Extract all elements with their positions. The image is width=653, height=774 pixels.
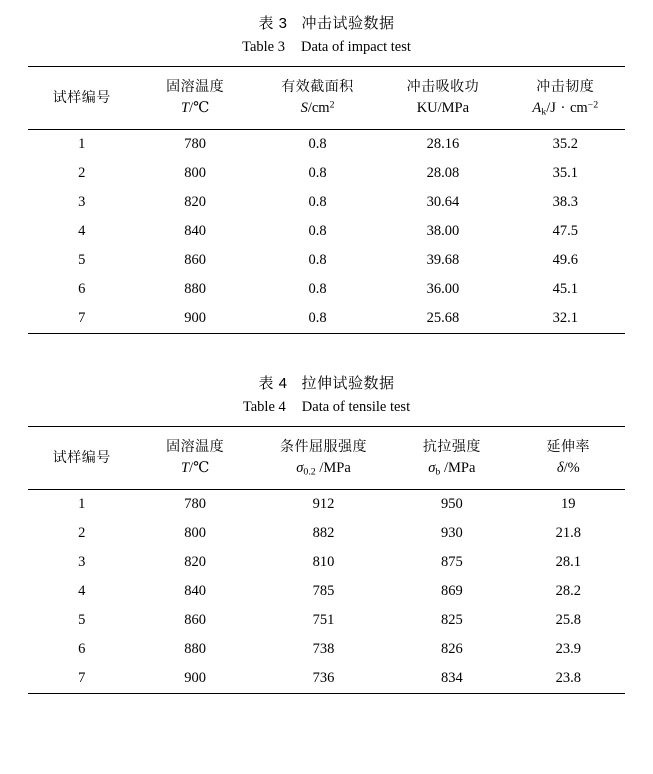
table-row <box>28 275 625 304</box>
cell-impact-toughness: 35.2 <box>506 129 625 159</box>
table3-caption-cn <box>28 0 625 35</box>
cell-sample-no: 7 <box>28 304 135 334</box>
cell-yield-strength: 785 <box>312 582 335 599</box>
table-row <box>28 159 625 188</box>
cell-solution-temp: 800 <box>184 164 207 181</box>
cell-solution-temp: 880 <box>184 280 207 297</box>
table-row <box>28 548 625 577</box>
column-header-elongation-text: 延伸率 <box>546 438 591 455</box>
cell-tensile-strength: 930 <box>440 524 463 541</box>
cell-elongation: 23.9 <box>555 640 581 657</box>
column-header-tensile-strength-text: 抗拉强度 <box>422 437 481 454</box>
table-row <box>28 635 625 664</box>
cell-sample-no: 7 <box>28 664 135 694</box>
table3-caption-en <box>28 35 625 66</box>
cell-impact-toughness: 47.5 <box>552 222 578 239</box>
table-row <box>28 188 625 217</box>
table-row <box>28 217 625 246</box>
cell-sample-no: 1 <box>28 489 135 519</box>
cell-solution-temp: 900 <box>135 664 254 694</box>
cell-solution-temp: 800 <box>184 524 207 541</box>
cell-effective-area: 0.8 <box>255 129 380 159</box>
cell-sample-no: 4 <box>78 582 86 599</box>
cell-impact-energy: 28.08 <box>426 164 460 181</box>
tensile-test-table <box>28 426 625 694</box>
cell-sample-no: 3 <box>78 193 86 210</box>
cell-impact-energy: 36.00 <box>426 280 460 297</box>
cell-yield-strength: 738 <box>312 640 335 657</box>
table-row <box>28 519 625 548</box>
column-header-solution-temp-text: 固溶温度 <box>166 438 225 455</box>
cell-impact-toughness: 32.1 <box>506 304 625 334</box>
table-row <box>28 606 625 635</box>
table3-caption-en-label: Table 3 <box>242 39 285 55</box>
column-header-solution-temp <box>135 426 254 489</box>
cell-impact-toughness: 49.6 <box>552 251 578 268</box>
cell-elongation: 21.8 <box>555 524 581 541</box>
table3-caption-en-title: Data of impact test <box>300 39 411 55</box>
column-header-sample-no <box>28 426 135 489</box>
table4-caption-en-label: Table 4 <box>242 398 286 415</box>
table-block-tensile <box>28 360 625 694</box>
table3-caption-cn-title: 冲击试验数据 <box>301 15 395 32</box>
cell-tensile-strength: 869 <box>440 582 463 599</box>
cell-sample-no: 4 <box>78 222 86 239</box>
cell-solution-temp: 840 <box>184 222 207 239</box>
column-header-effective-area-text: 有效截面积 <box>281 78 354 95</box>
column-header-effective-area <box>255 67 380 130</box>
cell-impact-toughness: 45.1 <box>552 280 578 297</box>
column-header-solution-temp-unit: T/℃ <box>180 460 210 477</box>
column-header-impact-energy <box>380 67 505 130</box>
cell-yield-strength: 736 <box>255 664 392 694</box>
cell-sample-no: 3 <box>78 553 86 570</box>
cell-elongation: 23.8 <box>512 664 625 694</box>
column-header-elongation <box>512 426 625 489</box>
cell-sample-no: 6 <box>78 640 86 657</box>
column-header-tensile-strength <box>392 426 511 489</box>
cell-impact-energy: 38.00 <box>426 222 460 239</box>
table4-caption-cn-label: 表 4 <box>258 374 288 392</box>
column-header-solution-temp-unit: T/℃ <box>180 100 210 117</box>
cell-tensile-strength: 950 <box>392 489 511 519</box>
column-header-sample-no-text: 试样编号 <box>52 448 111 465</box>
cell-impact-toughness: 35.1 <box>552 164 578 181</box>
table-row <box>28 246 625 275</box>
cell-impact-energy: 25.68 <box>380 304 505 334</box>
table4-caption-cn <box>28 360 625 395</box>
column-header-impact-toughness <box>506 67 625 130</box>
column-header-elongation-unit: δ/% <box>556 460 580 477</box>
cell-tensile-strength: 825 <box>440 611 463 628</box>
cell-effective-area: 0.8 <box>308 164 327 181</box>
cell-yield-strength: 810 <box>312 553 335 570</box>
column-header-sample-no-text: 试样编号 <box>52 88 111 105</box>
column-header-solution-temp <box>135 67 254 130</box>
cell-impact-energy: 30.64 <box>426 193 460 210</box>
cell-sample-no: 6 <box>78 280 86 297</box>
column-header-solution-temp-text: 固溶温度 <box>166 78 225 95</box>
cell-solution-temp: 780 <box>135 129 254 159</box>
cell-impact-energy: 28.16 <box>380 129 505 159</box>
cell-tensile-strength: 875 <box>440 553 463 570</box>
table-row <box>28 664 625 694</box>
impact-test-table <box>28 66 625 334</box>
table-block-impact <box>28 0 625 334</box>
cell-impact-toughness: 38.3 <box>552 193 578 210</box>
cell-elongation: 28.2 <box>555 582 581 599</box>
cell-effective-area: 0.8 <box>308 193 327 210</box>
column-header-tensile-strength-unit: $\sigma_b$ /MPa <box>428 459 476 478</box>
column-header-impact-energy-text: 冲击吸收功 <box>406 78 480 95</box>
cell-elongation: 25.8 <box>555 611 581 628</box>
table4-caption-en-title: Data of tensile test <box>301 398 411 415</box>
cell-sample-no: 1 <box>28 129 135 159</box>
table3-caption-cn-label: 表 3 <box>258 15 288 32</box>
column-header-impact-energy-unit: KU/MPa <box>416 100 470 117</box>
cell-elongation: 19 <box>512 489 625 519</box>
cell-tensile-strength: 826 <box>440 640 463 657</box>
table4-caption-cn-title: 拉伸试验数据 <box>301 374 395 392</box>
cell-solution-temp: 860 <box>184 251 207 268</box>
cell-solution-temp: 880 <box>184 640 207 657</box>
cell-yield-strength: 912 <box>255 489 392 519</box>
table-row <box>28 304 625 334</box>
cell-solution-temp: 900 <box>135 304 254 334</box>
column-header-yield-strength-text: 条件屈服强度 <box>279 437 367 454</box>
table-row <box>28 577 625 606</box>
section-spacer <box>28 334 625 360</box>
cell-effective-area: 0.8 <box>308 222 327 239</box>
cell-sample-no: 5 <box>78 611 86 628</box>
cell-yield-strength: 751 <box>312 611 335 628</box>
cell-effective-area: 0.8 <box>255 304 380 334</box>
cell-yield-strength: 882 <box>312 524 335 541</box>
cell-sample-no: 2 <box>78 524 86 541</box>
cell-solution-temp: 820 <box>184 193 207 210</box>
cell-effective-area: 0.8 <box>308 251 327 268</box>
cell-solution-temp: 860 <box>184 611 207 628</box>
column-header-yield-strength <box>255 426 392 489</box>
cell-sample-no: 2 <box>78 164 86 181</box>
table-row <box>28 489 625 519</box>
cell-solution-temp: 820 <box>184 553 207 570</box>
table4-caption-en <box>28 395 625 426</box>
column-header-sample-no <box>28 67 135 130</box>
cell-impact-energy: 39.68 <box>426 251 460 268</box>
cell-sample-no: 5 <box>78 251 86 268</box>
column-header-impact-toughness-text: 冲击韧度 <box>536 78 595 94</box>
column-header-impact-toughness-unit: $A_k/J \cdot cm^{-2}$ <box>532 99 599 118</box>
cell-tensile-strength: 834 <box>392 664 511 694</box>
column-header-effective-area-unit: $S/cm^2$ <box>300 99 335 117</box>
cell-effective-area: 0.8 <box>308 280 327 297</box>
table-row <box>28 129 625 159</box>
cell-solution-temp: 780 <box>135 489 254 519</box>
cell-elongation: 28.1 <box>555 553 581 570</box>
column-header-yield-strength-unit: $\sigma_{0.2}$ /MPa <box>296 459 351 478</box>
cell-solution-temp: 840 <box>184 582 207 599</box>
